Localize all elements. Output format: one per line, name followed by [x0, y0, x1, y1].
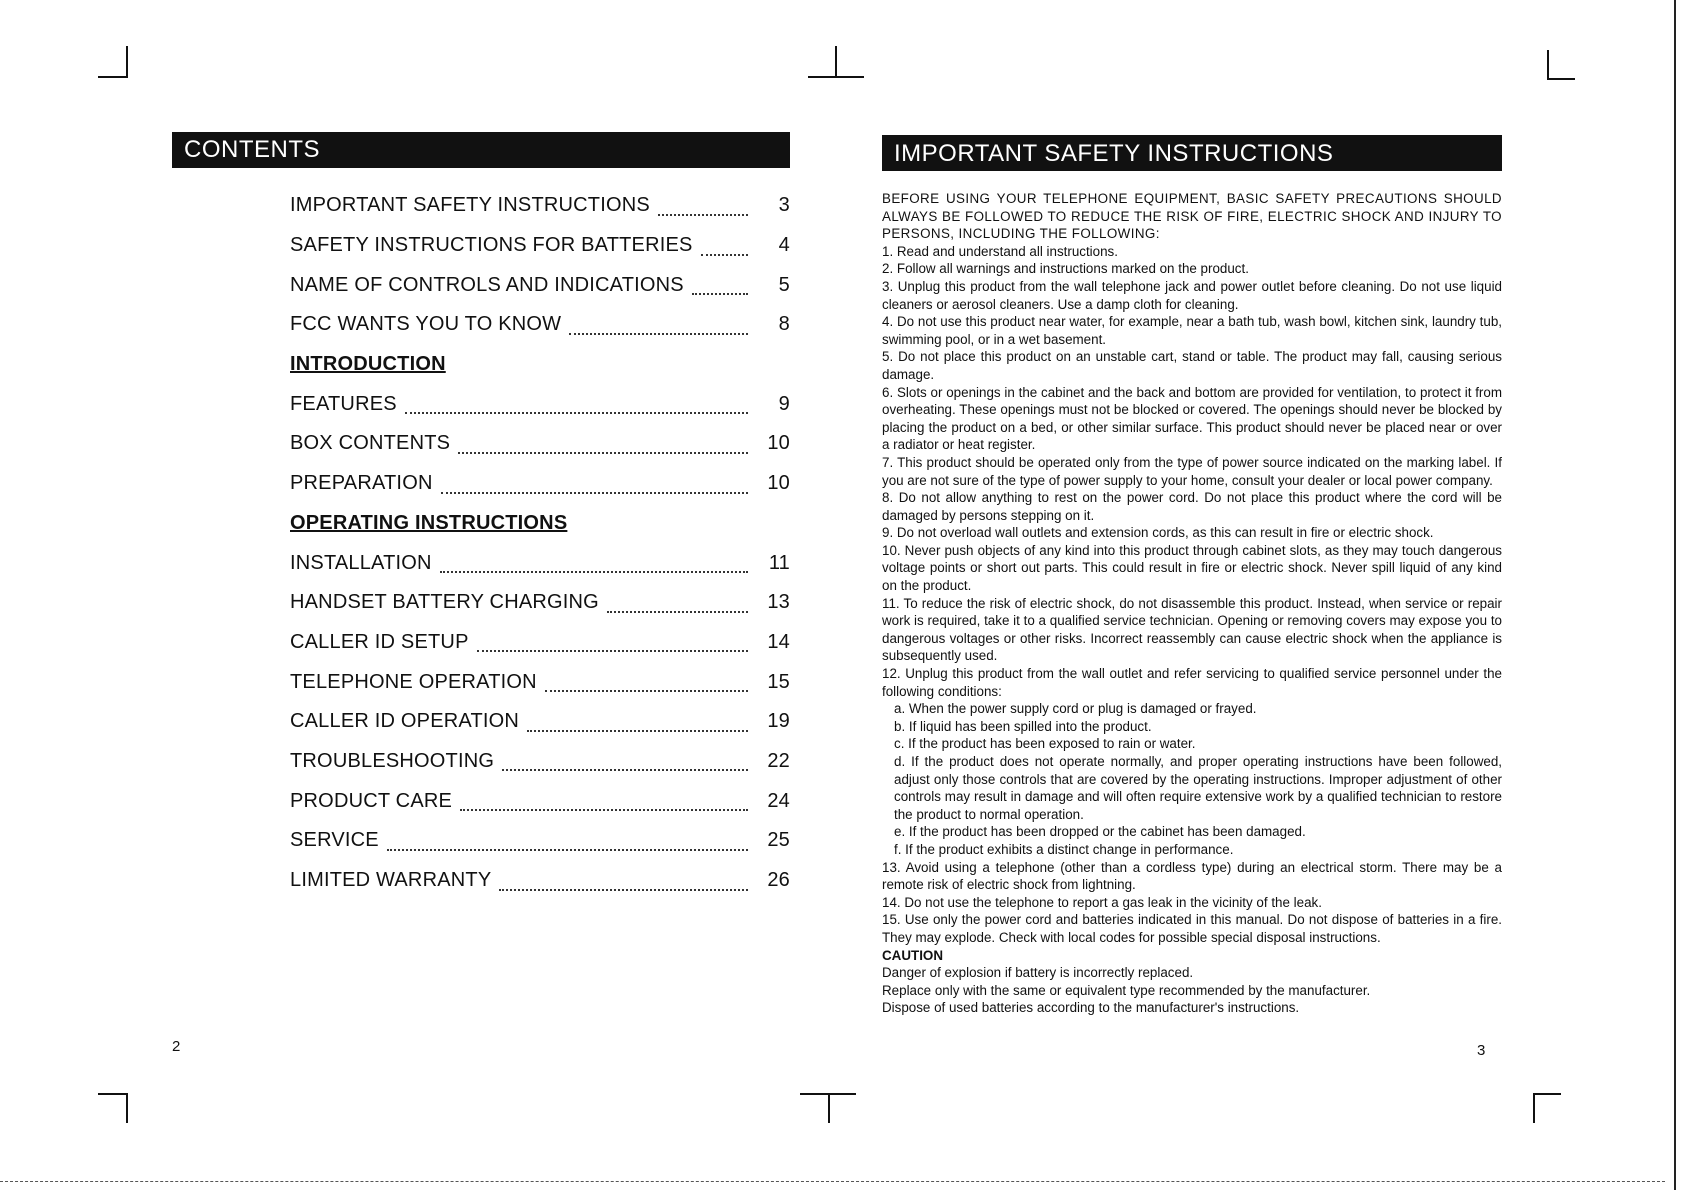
toc-leader-dots: [569, 323, 748, 335]
toc-entry-page: 3: [778, 194, 790, 217]
toc-entry-title: LIMITED WARRANTY: [290, 869, 492, 892]
safety-sub-items: [882, 700, 1502, 858]
safety-item: 10. Never push objects of any kind into this product through cabinet slots, as they may touch dangerous voltage points or short out parts. This could result in fire or electric shock. Never spill liquid of any kind on the product.: [882, 542, 1502, 594]
toc-entry-page: 11: [768, 551, 790, 574]
safety-items-after: [882, 859, 1502, 947]
toc-entry-page: 10: [767, 472, 790, 495]
toc-entry-title: INSTALLATION: [290, 551, 432, 574]
toc-section-title: INTRODUCTION: [290, 353, 446, 376]
crop-mark-top-right: [1547, 78, 1575, 80]
toc-entry: [290, 623, 790, 663]
crop-mark-bottom-right: [1533, 1093, 1535, 1123]
caution-line: Dispose of used batteries according to the manufacturer's instructions.: [882, 1000, 1300, 1016]
toc-leader-dots: [692, 283, 748, 295]
toc-leader-dots: [441, 482, 748, 494]
toc-entry-title: CALLER ID OPERATION: [290, 710, 520, 733]
toc-entry-title: CALLER ID SETUP: [290, 630, 469, 653]
toc-entry: [290, 702, 790, 742]
toc-entry-page: 5: [778, 273, 790, 296]
caution-line: Replace only with the same or equivalent type recommended by the manufacturer.: [882, 982, 1371, 998]
toc-entry: [290, 186, 790, 226]
toc-entry-page: 9: [778, 392, 790, 415]
toc-entry: [290, 226, 790, 266]
toc-entry: [290, 861, 790, 901]
toc-entry-title: NAME OF CONTROLS AND INDICATIONS: [290, 273, 684, 296]
toc-entry: [290, 384, 790, 424]
safety-item: 8. Do not allow anything to rest on the power cord. Do not place this product where the cord will be damaged by persons stepping on it.: [882, 490, 1502, 523]
toc-entry: [290, 464, 790, 504]
safety-instructions-header: IMPORTANT SAFETY INSTRUCTIONS: [882, 135, 1502, 171]
toc-leader-dots: [701, 244, 748, 256]
toc-leader-dots: [499, 879, 748, 891]
table-of-contents: [290, 186, 790, 900]
safety-sub-item: f. If the product exhibits a distinct change in performance.: [894, 841, 1234, 857]
toc-leader-dots: [502, 759, 748, 771]
contents-header: CONTENTS: [172, 132, 790, 168]
toc-entry-page: 4: [778, 234, 790, 257]
toc-leader-dots: [545, 680, 748, 692]
toc-entry-title: PRODUCT CARE: [290, 789, 453, 812]
crop-mark-top-left: [126, 46, 128, 78]
toc-entry-title: TELEPHONE OPERATION: [290, 670, 537, 693]
page-number: 3: [1477, 1042, 1486, 1059]
safety-sub-item: d. If the product does not operate normally, and proper operating instructions have been followed, adjust only those controls that are covered by the operating instructions. Improper adjustment of other controls may result in damage and will often require extensive work by a qualified technician to restore the product to normal operation.: [894, 754, 1502, 822]
toc-entry: [290, 305, 790, 345]
toc-leader-dots: [477, 640, 748, 652]
crop-mark-bottom-center: [828, 1093, 830, 1123]
toc-leader-dots: [440, 561, 748, 573]
safety-item: 4. Do not use this product near water, for example, near a bath tub, wash bowl, kitchen sink, laundry tub, swimming pool, or in a wet basement.: [882, 314, 1502, 347]
right-scan-edge: [1674, 0, 1676, 1190]
toc-leader-dots: [405, 402, 748, 414]
safety-item: 13. Avoid using a telephone (other than a cordless type) during an electrical storm. There may be a remote risk of electric shock from lightning.: [882, 859, 1502, 893]
safety-item: 15. Use only the power cord and batteries indicated in this manual. Do not dispose of batteries in a fire. They may explode. Check with local codes for possible special disposal instructions.: [882, 912, 1502, 945]
toc-entry-title: FCC WANTS YOU TO KNOW: [290, 313, 562, 336]
safety-item: 14. Do not use the telephone to report a gas leak in the vicinity of the leak.: [882, 894, 1322, 910]
crop-mark-bottom-left: [126, 1093, 128, 1123]
toc-entry: [290, 543, 790, 583]
toc-entry-page: 22: [767, 749, 790, 772]
toc-entry-title: SAFETY INSTRUCTIONS FOR BATTERIES: [290, 234, 693, 257]
safety-item: 9. Do not overload wall outlets and extension cords, as this can result in fire or electric shock.: [882, 525, 1434, 541]
toc-entry-title: PREPARATION: [290, 472, 433, 495]
toc-entry-page: 10: [767, 432, 790, 455]
safety-intro: BEFORE USING YOUR TELEPHONE EQUIPMENT, BASIC SAFETY PRECAUTIONS SHOULD ALWAYS BE FOLLOWED TO REDUCE THE RISK OF FIRE, ELECTRIC SHOCK AND INJURY TO PERSONS, INCLUDING THE FOLLOWING:: [882, 191, 1502, 242]
toc-section-heading: [290, 504, 790, 544]
caution-line: Danger of explosion if battery is incorrectly replaced.: [882, 965, 1194, 981]
caution-heading: CAUTION: [882, 947, 943, 963]
toc-leader-dots: [458, 442, 748, 454]
caution-text: [882, 964, 1502, 1017]
safety-sub-item: e. If the product has been dropped or the cabinet has been damaged.: [894, 824, 1306, 840]
toc-leader-dots: [460, 799, 748, 811]
crop-mark-bottom-right: [1533, 1093, 1561, 1095]
safety-item: 2. Follow all warnings and instructions marked on the product.: [882, 261, 1249, 277]
toc-entry: [290, 265, 790, 305]
safety-item: 5. Do not place this product on an unstable cart, stand or table. The product may fall, causing serious damage.: [882, 349, 1502, 382]
toc-entry-title: HANDSET BATTERY CHARGING: [290, 591, 599, 614]
toc-entry: [290, 424, 790, 464]
toc-entry: [290, 742, 790, 782]
bottom-scan-edge: [0, 1181, 1665, 1182]
crop-mark-top-center: [835, 46, 837, 78]
toc-entry: [290, 821, 790, 861]
safety-item: 11. To reduce the risk of electric shock, do not disassemble this product. Instead, when service or repair work is required, take it to a qualified service technician. Opening or removing covers may expose you to dangerous voltages or other risks. Incorrect reassembly can cause electric shock when the appliance is subsequently used.: [882, 595, 1502, 664]
toc-leader-dots: [527, 720, 748, 732]
crop-mark-bottom-left: [98, 1093, 128, 1095]
crop-mark-top-right: [1547, 50, 1549, 80]
toc-entry-page: 14: [767, 630, 790, 653]
crop-mark-top-left: [98, 76, 128, 78]
safety-item: 3. Unplug this product from the wall telephone jack and power outlet before cleaning. Do not use liquid cleaners or aerosol cleaners. Use a damp cloth for cleaning.: [882, 278, 1502, 312]
toc-entry-title: FEATURES: [290, 392, 397, 415]
toc-entry-title: SERVICE: [290, 829, 379, 852]
safety-sub-item: b. If liquid has been spilled into the product.: [894, 718, 1152, 734]
toc-section-title: OPERATING INSTRUCTIONS: [290, 511, 568, 534]
toc-entry: [290, 662, 790, 702]
safety-item: 1. Read and understand all instructions.: [882, 243, 1118, 259]
toc-section-heading: [290, 345, 790, 385]
toc-entry-title: BOX CONTENTS: [290, 432, 451, 455]
safety-items: [882, 243, 1502, 700]
toc-entry-title: IMPORTANT SAFETY INSTRUCTIONS: [290, 194, 650, 217]
safety-item: 6. Slots or openings in the cabinet and the back and bottom are provided for ventilation, to protect it from overheating. These openings must not be blocked or covered. The openings should never be blocked by placing the product on a bed, or other similar surface. This product should never be placed near or over a radiator or heat register.: [882, 384, 1502, 453]
toc-entry-title: TROUBLESHOOTING: [290, 749, 495, 772]
safety-instructions-body: [882, 190, 1502, 1017]
toc-leader-dots: [387, 839, 748, 851]
toc-leader-dots: [607, 601, 748, 613]
safety-item: 12. Unplug this product from the wall outlet and refer servicing to qualified service personnel under the following conditions:: [882, 666, 1502, 699]
toc-leader-dots: [658, 204, 748, 216]
toc-entry: [290, 781, 790, 821]
toc-entry-page: 13: [767, 591, 790, 614]
safety-sub-item: a. When the power supply cord or plug is damaged or frayed.: [894, 701, 1257, 717]
toc-entry-page: 15: [767, 670, 790, 693]
toc-entry-page: 19: [767, 710, 790, 733]
safety-sub-item: c. If the product has been exposed to rain or water.: [894, 736, 1196, 752]
toc-entry: [290, 583, 790, 623]
toc-entry-page: 8: [778, 313, 790, 336]
safety-item: 7. This product should be operated only from the type of power source indicated on the marking label. If you are not sure of the type of power supply to your home, consult your dealer or local power company.: [882, 454, 1502, 488]
toc-entry-page: 24: [767, 789, 790, 812]
toc-entry-page: 25: [767, 829, 790, 852]
toc-entry-page: 26: [767, 869, 790, 892]
page-number: 2: [172, 1038, 181, 1055]
